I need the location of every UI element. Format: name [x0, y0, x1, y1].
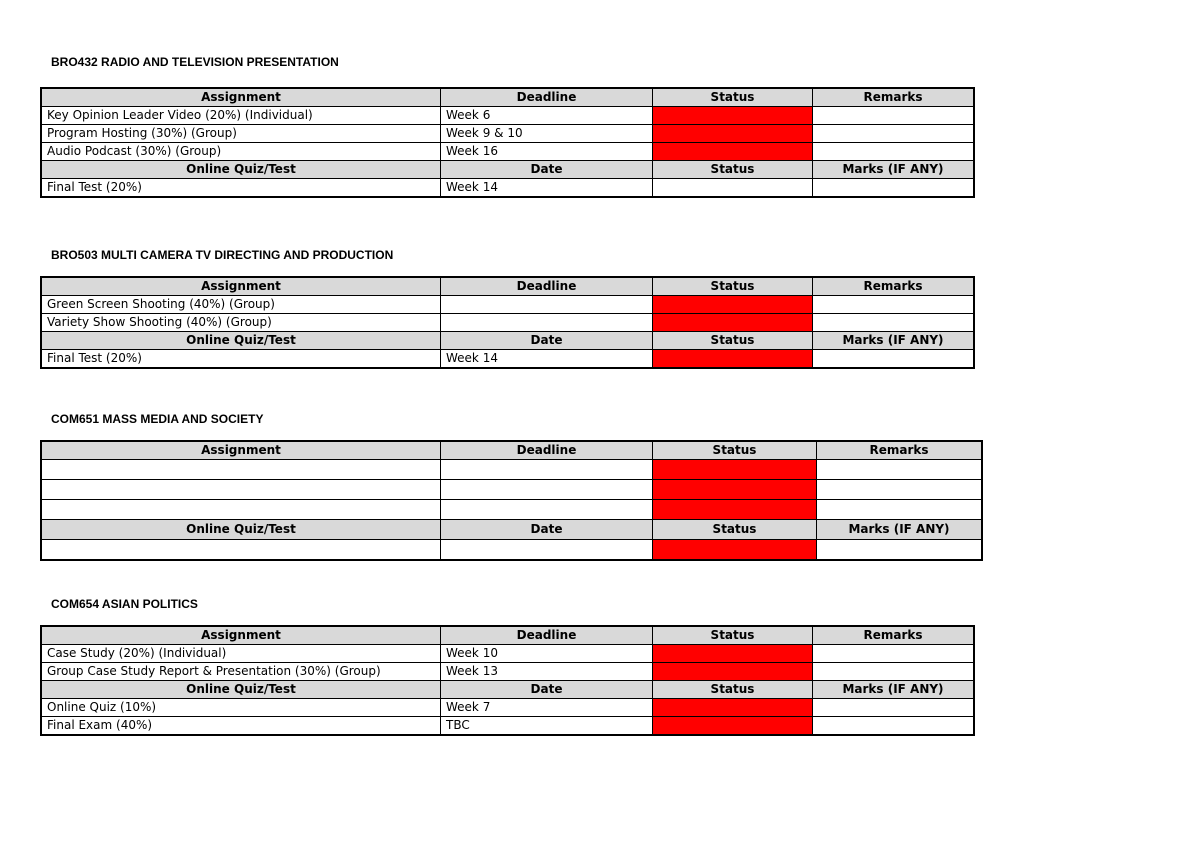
deadline-cell[interactable]: Week 13 — [441, 663, 653, 681]
date-cell[interactable] — [441, 540, 653, 560]
course-title: BRO503 MULTI CAMERA TV DIRECTING AND PRODUCTION — [51, 248, 394, 262]
remarks-cell[interactable] — [813, 125, 974, 143]
assignment-row — [42, 663, 974, 681]
header-cell: Remarks — [813, 278, 974, 296]
assignment-cell[interactable]: Green Screen Shooting (40%) (Group) — [42, 296, 441, 314]
deadline-cell[interactable] — [441, 460, 653, 480]
remarks-cell[interactable] — [813, 143, 974, 161]
assignment-row — [42, 480, 982, 500]
assignment-cell[interactable] — [42, 460, 441, 480]
quiz-cell[interactable]: Online Quiz (10%) — [42, 699, 441, 717]
header-cell: Marks (IF ANY) — [813, 681, 974, 699]
course-table — [41, 277, 974, 368]
marks-cell[interactable] — [813, 179, 974, 197]
remarks-cell[interactable] — [813, 663, 974, 681]
status-cell[interactable] — [653, 645, 813, 663]
assignment-header-row — [42, 627, 974, 645]
header-cell: Date — [441, 681, 653, 699]
remarks-cell[interactable] — [817, 480, 982, 500]
assignment-row — [42, 296, 974, 314]
header-cell: Online Quiz/Test — [42, 332, 441, 350]
marks-cell[interactable] — [817, 540, 982, 560]
remarks-cell[interactable] — [813, 314, 974, 332]
course-title: COM651 MASS MEDIA AND SOCIETY — [51, 412, 264, 426]
deadline-cell[interactable]: Week 16 — [441, 143, 653, 161]
deadline-cell[interactable] — [441, 296, 653, 314]
header-cell: Status — [653, 520, 817, 540]
assignment-row — [42, 143, 974, 161]
status-cell[interactable] — [653, 107, 813, 125]
status-cell[interactable] — [653, 125, 813, 143]
quiz-row — [42, 179, 974, 197]
remarks-cell[interactable] — [817, 460, 982, 480]
header-cell: Online Quiz/Test — [42, 520, 441, 540]
assignment-cell[interactable]: Key Opinion Leader Video (20%) (Individual) — [42, 107, 441, 125]
header-cell: Date — [441, 520, 653, 540]
deadline-cell[interactable] — [441, 500, 653, 520]
quiz-row — [42, 717, 974, 735]
course-table — [41, 626, 974, 735]
status-cell[interactable] — [653, 314, 813, 332]
quiz-cell[interactable]: Final Exam (40%) — [42, 717, 441, 735]
assignment-cell[interactable]: Audio Podcast (30%) (Group) — [42, 143, 441, 161]
assignment-row — [42, 107, 974, 125]
header-cell: Status — [653, 278, 813, 296]
marks-cell[interactable] — [813, 350, 974, 368]
header-cell: Online Quiz/Test — [42, 161, 441, 179]
status-cell[interactable] — [653, 460, 817, 480]
quiz-row — [42, 699, 974, 717]
assignment-header-row — [42, 442, 982, 460]
header-cell: Marks (IF ANY) — [813, 161, 974, 179]
header-cell: Remarks — [813, 627, 974, 645]
header-cell: Deadline — [441, 627, 653, 645]
header-cell: Deadline — [441, 442, 653, 460]
status-cell[interactable] — [653, 500, 817, 520]
quiz-header-row — [42, 681, 974, 699]
header-cell: Status — [653, 681, 813, 699]
header-cell: Deadline — [441, 278, 653, 296]
remarks-cell[interactable] — [817, 500, 982, 520]
assignment-cell[interactable]: Program Hosting (30%) (Group) — [42, 125, 441, 143]
quiz-row — [42, 540, 982, 560]
date-cell[interactable]: Week 7 — [441, 699, 653, 717]
quiz-cell[interactable]: Final Test (20%) — [42, 350, 441, 368]
status-cell[interactable] — [653, 480, 817, 500]
header-cell: Assignment — [42, 627, 441, 645]
header-cell: Marks (IF ANY) — [813, 332, 974, 350]
deadline-cell[interactable] — [441, 314, 653, 332]
status-cell[interactable] — [653, 699, 813, 717]
deadline-cell[interactable]: Week 9 & 10 — [441, 125, 653, 143]
assignment-cell[interactable]: Case Study (20%) (Individual) — [42, 645, 441, 663]
deadline-cell[interactable]: Week 6 — [441, 107, 653, 125]
header-cell: Deadline — [441, 89, 653, 107]
quiz-row — [42, 350, 974, 368]
remarks-cell[interactable] — [813, 296, 974, 314]
quiz-header-row — [42, 161, 974, 179]
header-cell: Date — [441, 332, 653, 350]
header-cell: Marks (IF ANY) — [817, 520, 982, 540]
header-cell: Status — [653, 442, 817, 460]
remarks-cell[interactable] — [813, 645, 974, 663]
course-table — [41, 88, 974, 197]
quiz-cell[interactable] — [42, 540, 441, 560]
assignment-row — [42, 125, 974, 143]
marks-cell[interactable] — [813, 699, 974, 717]
header-cell: Remarks — [817, 442, 982, 460]
header-cell: Status — [653, 627, 813, 645]
header-cell: Status — [653, 161, 813, 179]
course-table — [41, 441, 982, 560]
deadline-cell[interactable] — [441, 480, 653, 500]
date-cell[interactable]: Week 14 — [441, 350, 653, 368]
quiz-cell[interactable]: Final Test (20%) — [42, 179, 441, 197]
status-cell[interactable] — [653, 663, 813, 681]
assignment-row — [42, 645, 974, 663]
header-cell: Assignment — [42, 89, 441, 107]
header-cell: Status — [653, 332, 813, 350]
date-cell[interactable]: TBC — [441, 717, 653, 735]
status-cell[interactable] — [653, 143, 813, 161]
header-cell: Online Quiz/Test — [42, 681, 441, 699]
header-cell: Assignment — [42, 442, 441, 460]
course-title: BRO432 RADIO AND TELEVISION PRESENTATION — [51, 55, 339, 69]
assignment-row — [42, 314, 974, 332]
assignment-cell[interactable]: Variety Show Shooting (40%) (Group) — [42, 314, 441, 332]
assignment-cell[interactable] — [42, 500, 441, 520]
header-cell: Date — [441, 161, 653, 179]
assignment-header-row — [42, 278, 974, 296]
course-title: COM654 ASIAN POLITICS — [51, 597, 198, 611]
status-cell[interactable] — [653, 540, 817, 560]
date-cell[interactable]: Week 14 — [441, 179, 653, 197]
header-cell: Assignment — [42, 278, 441, 296]
status-cell[interactable] — [653, 717, 813, 735]
assignment-row — [42, 500, 982, 520]
assignment-row — [42, 460, 982, 480]
deadline-cell[interactable]: Week 10 — [441, 645, 653, 663]
header-cell: Remarks — [813, 89, 974, 107]
assignment-cell[interactable]: Group Case Study Report & Presentation (30%) (Group) — [42, 663, 441, 681]
status-cell[interactable] — [653, 350, 813, 368]
assignment-header-row — [42, 89, 974, 107]
assignment-cell[interactable] — [42, 480, 441, 500]
status-cell[interactable] — [653, 296, 813, 314]
quiz-header-row — [42, 332, 974, 350]
quiz-header-row — [42, 520, 982, 540]
status-cell[interactable] — [653, 179, 813, 197]
marks-cell[interactable] — [813, 717, 974, 735]
remarks-cell[interactable] — [813, 107, 974, 125]
header-cell: Status — [653, 89, 813, 107]
